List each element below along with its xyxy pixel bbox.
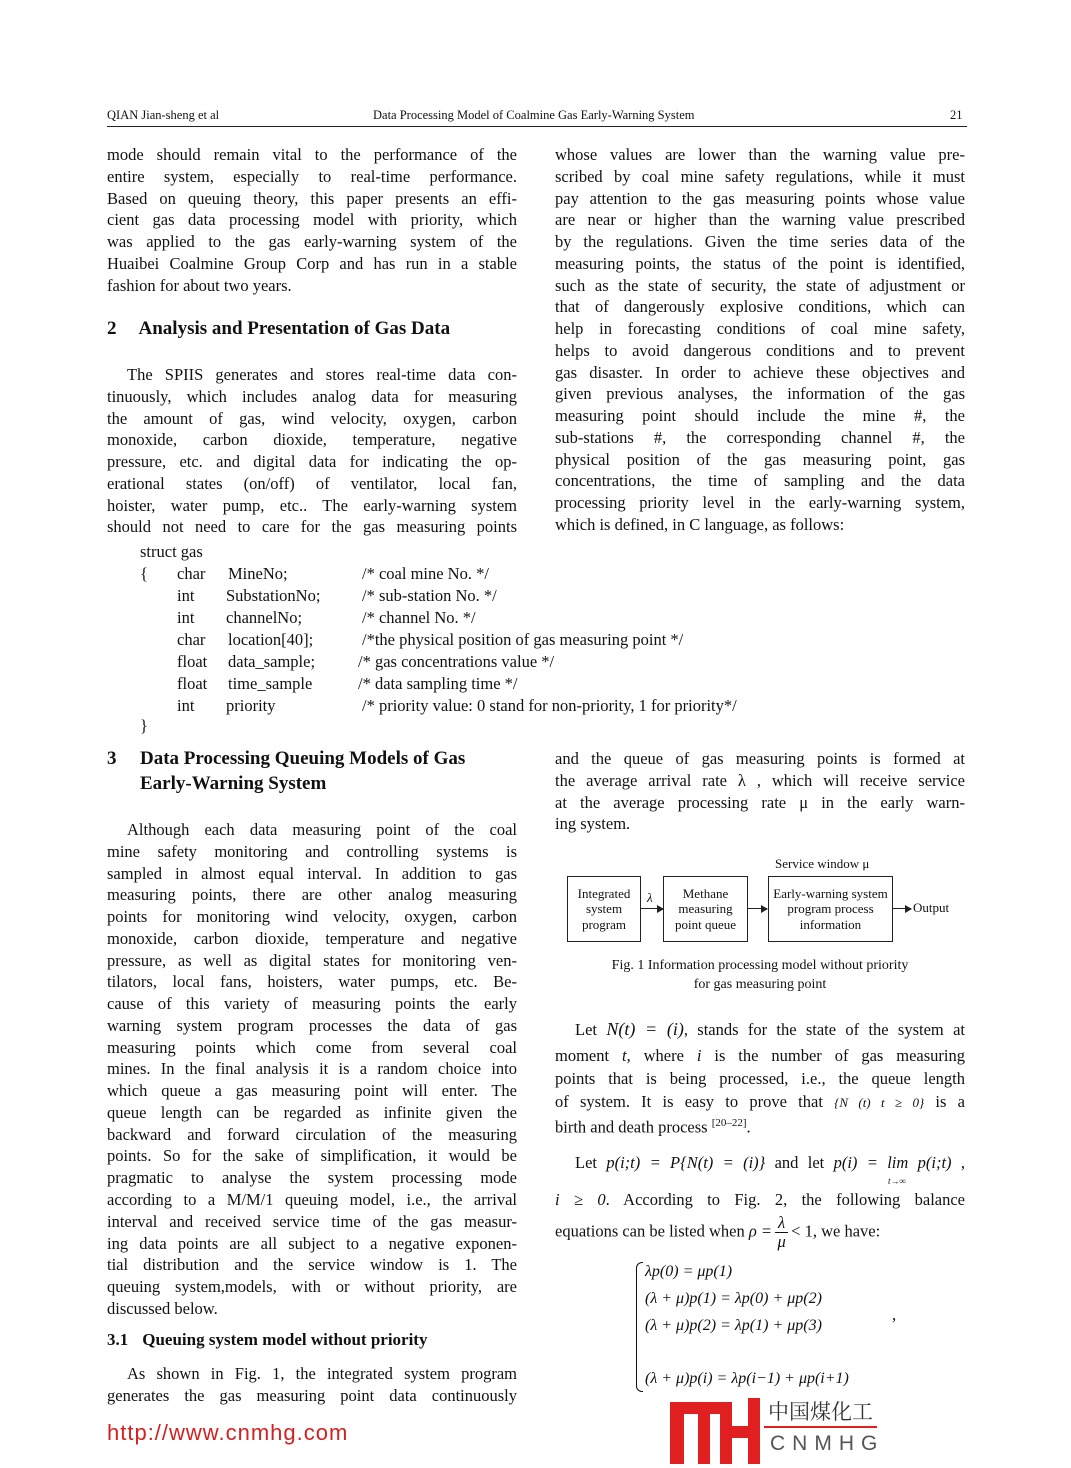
paragraph-measuring-variety [107, 819, 517, 1320]
logo-chinese-text: 中国煤化工 [764, 1398, 877, 1428]
box-methane-queue: Methane measuring point queue [663, 876, 748, 942]
limit-subscript: t→∞ [888, 1176, 906, 1186]
arrow-icon [892, 908, 911, 909]
text-line: hoister, water pump, etc.. The early-warning system [107, 495, 517, 515]
paragraph-gas-data [107, 364, 517, 538]
box-early-warning-program: Early-warning system program process information [768, 876, 893, 942]
text-line: Huaibei Coalmine Group Corp and has run in a stable [107, 253, 517, 273]
text-line: which is defined, in C language, as follows: [555, 515, 845, 535]
url-watermark: http://www.cnmhg.com [107, 1420, 349, 1445]
service-window-label: Service window μ [775, 856, 870, 871]
text-line: points for monitoring wind velocity, oxygen, carbon [107, 907, 517, 927]
text-line: and the queue of gas measuring points is formed at [555, 749, 965, 768]
math-expr: p(i;t) = P{N(t) = (i)} [606, 1153, 766, 1172]
logo-english-text: CNMHG [770, 1432, 885, 1455]
text-line: that of dangerously explosive conditions, which can [555, 297, 965, 317]
text-line: ing system. [555, 814, 631, 834]
text-line: measuring points which come from several coal [107, 1037, 517, 1057]
section-title-line1: Data Processing Queuing Models of Gas [140, 748, 466, 769]
math-line [555, 1091, 965, 1114]
fraction [775, 1214, 788, 1251]
left-brace [636, 1262, 643, 1392]
running-head-title: Data Processing Model of Coalmine Gas Early-Warning System [373, 108, 695, 122]
code-brace-close: } [140, 716, 148, 735]
running-head-authors: QIAN Jian-sheng et al [107, 108, 220, 122]
math-line [555, 1117, 751, 1138]
code-field-comment: /*the physical position of gas measuring point */ [362, 630, 684, 649]
code-field-name: priority [226, 696, 276, 715]
balance-equation: (λ + μ)p(i) = λp(i−1) + μp(i+1) [645, 1370, 849, 1387]
lambda-label: λ [647, 890, 653, 905]
code-field-comment: /* priority value: 0 stand for non-priority, 1 for priority*/ [362, 696, 737, 715]
arrow-icon [640, 908, 663, 909]
mh-logo-icon [668, 1396, 763, 1466]
text-line: physical position of the gas measuring point, gas [555, 449, 965, 469]
text-line: the average arrival rate λ , which will receive service [555, 770, 965, 790]
math-expr: {N (t) t ≥ 0} [834, 1095, 925, 1110]
text: . [746, 1117, 751, 1137]
text: < 1 [791, 1221, 813, 1241]
text-line: sampled in almost equal interval. In addition to gas [107, 863, 517, 883]
section-title: Queuing system model without priority [142, 1330, 428, 1349]
text-line: such as the state of security, the state of adjustment or [555, 275, 965, 295]
equation-comma: , [892, 1305, 897, 1324]
text-line: ing data points are all subject to a negative exponen- [107, 1233, 517, 1253]
text-line: mine safety monitoring and controlling systems is [107, 841, 517, 861]
code-field-comment: /* channel No. */ [362, 608, 476, 627]
text-line: pressure, as well as digital states for monitoring ven- [107, 950, 517, 970]
text-line: measuring points, the status of the point is identified, [555, 253, 965, 273]
text-line: measuring point should include the mine #, the [555, 406, 965, 426]
text: Let [575, 1153, 607, 1172]
text-line: interval and received service time of the gas measur- [107, 1211, 517, 1231]
math-line [555, 1189, 965, 1211]
math-expr: i ≥ 0 [555, 1190, 606, 1209]
text: moment [555, 1046, 622, 1065]
text-line: backward and forward circulation of the measuring [107, 1124, 517, 1144]
math-line [555, 1045, 965, 1067]
header-rule [107, 126, 967, 127]
box-integrated-system-program: Integrated system program [567, 876, 641, 942]
text-line: according to a M/M/1 queuing model, i.e., the arrival [107, 1190, 517, 1210]
text-line: mode should remain vital to the performance of the [107, 145, 517, 164]
text: , [951, 1153, 965, 1172]
text-line: the amount of gas, wind velocity, oxygen, carbon [107, 408, 517, 428]
figure-1-caption-line1: Fig. 1 Information processing model without priority [611, 958, 909, 973]
text-line: monoxide, carbon dioxide, temperature, negative [107, 430, 517, 450]
code-field-name: time_sample [228, 674, 313, 693]
text-line: erational states (on/off) of ventilator, local fan, [107, 473, 517, 493]
balance-equation: (λ + μ)p(2) = λp(1) + μp(3) [645, 1317, 822, 1334]
paragraph-arrival-rate [555, 748, 965, 835]
text-line: sub-stations #, the corresponding channel #, the [555, 427, 965, 447]
math-expr: ρ = [748, 1221, 773, 1241]
cnmhg-logo [668, 1396, 885, 1466]
text-line: tilators, local fans, hoisters, water pumps, etc. Be- [107, 972, 517, 992]
page-number: 21 [950, 108, 963, 122]
figure-1-caption-line2: for gas measuring point [693, 977, 827, 992]
text-line: tinuously, which includes analog data for measuring [107, 386, 517, 406]
text-line: generates the gas measuring point data continuously [107, 1385, 517, 1405]
text-line: whose values are lower than the warning value pre- [555, 145, 965, 164]
arrow-icon [747, 908, 767, 909]
text-line: given previous analyses, the information of the gas [555, 384, 965, 404]
code-field-type: char [177, 630, 206, 649]
text-line: cause of this variety of measuring points the early [107, 994, 517, 1014]
code-brace-open: { [140, 564, 148, 583]
code-field-name: data_sample; [228, 652, 316, 671]
code-field-type: char [177, 564, 206, 583]
section-3-heading-line2: Early-Warning System [140, 773, 327, 794]
code-field-name: SubstationNo; [226, 586, 321, 605]
text: , stands for the state of the system at [683, 1020, 965, 1039]
text: and let [765, 1153, 834, 1172]
text-line: queuing system,models, with or without priority, are [107, 1277, 517, 1297]
text-line: tial distribution and the service window is 1. The [107, 1255, 517, 1275]
code-struct-decl: struct gas [140, 542, 203, 561]
text-line: fashion for about two years. [107, 275, 292, 295]
paragraph-fig1-intro [107, 1363, 517, 1407]
text-line: monoxide, carbon dioxide, temperature and negative [107, 928, 517, 948]
code-field-type: float [177, 674, 208, 693]
text-line: queue length can be regarded as infinite given the [107, 1102, 517, 1122]
text-line: pay attention to the gas measuring points whose value [555, 188, 965, 208]
paragraph-intro-end [107, 144, 517, 296]
math-var: t [622, 1046, 627, 1065]
code-field-name: location[40]; [228, 630, 314, 649]
text-line: measuring points, there are other analog measuring [107, 885, 517, 905]
section-3-1-heading [107, 1330, 427, 1350]
section-3-heading [107, 748, 466, 770]
text: birth and death process [555, 1117, 712, 1137]
section-number: 2 [107, 318, 117, 339]
section-title: Analysis and Presentation of Gas Data [138, 318, 451, 339]
balance-equation: λp(0) = μp(1) [645, 1263, 733, 1280]
text-line: which queue a gas measuring point will enter. The [107, 1081, 517, 1101]
text-line: scribed by coal mine safety regulations, while it must [555, 166, 965, 186]
text-line: pragmatic to analyse the system processing mode [107, 1168, 517, 1188]
math-var: i [696, 1046, 702, 1065]
text: is the number of gas measuring [701, 1046, 966, 1065]
text-line: discussed below. [107, 1298, 218, 1318]
code-field-name: channelNo; [226, 608, 303, 627]
text: , where [626, 1046, 697, 1065]
text-line: are near or higher than the warning value prescribed [555, 210, 965, 230]
paragraph-measuring-points [555, 144, 965, 536]
balance-equation: (λ + μ)p(1) = λp(0) + μp(2) [645, 1290, 822, 1307]
text-line: entire system, especially to real-time performance. [107, 166, 517, 186]
section-2-heading [107, 318, 450, 340]
fraction-numerator: λ [775, 1214, 788, 1233]
output-label: Output [913, 900, 950, 915]
text-line: warning system program processes the data of gas [107, 1015, 517, 1035]
code-field-comment: /* gas concentrations value */ [358, 652, 555, 671]
code-field-type: float [177, 652, 208, 671]
code-field-type: int [177, 586, 195, 605]
text: , we have: [812, 1221, 881, 1241]
text: . According to Fig. 2, the following balance [605, 1190, 966, 1209]
text-line: points. So for the sake of simplification, it would be [107, 1146, 517, 1166]
code-field-comment: /* data sampling time */ [358, 674, 518, 693]
math-line [555, 1152, 965, 1174]
text-line: cient gas data processing model with priority, which [107, 210, 517, 230]
math-line [555, 1214, 880, 1251]
section-number: 3.1 [107, 1330, 129, 1349]
math-expr: p(i) = lim p(i;t) [833, 1153, 952, 1172]
code-field-type: int [177, 696, 195, 715]
text-line: helps to avoid dangerous conditions and to prevent [555, 340, 965, 360]
code-field-name: MineNo; [228, 564, 288, 583]
text-line: Based on queuing theory, this paper presents an effi- [107, 188, 517, 208]
text-line: should not need to care for the gas measuring points [107, 517, 517, 537]
text-line: processing priority level in the early-warning system, [555, 493, 965, 513]
math-expr: N(t) = (i) [606, 1019, 684, 1039]
text: equations can be listed when [555, 1221, 749, 1241]
text-line: gas disaster. In order to achieve these objectives and [555, 362, 965, 382]
text-line: As shown in Fig. 1, the integrated system program [127, 1364, 517, 1383]
text-line: concentrations, the time of sampling and the data [555, 471, 965, 491]
text: Let [575, 1020, 607, 1039]
text-line: help in forecasting conditions of coal mine safety, [555, 319, 965, 339]
math-line: points that is being processed, i.e., the queue length [555, 1069, 965, 1088]
code-field-type: int [177, 608, 195, 627]
text-line: mines. In the final analysis it is a random choice into [107, 1059, 517, 1079]
section-number: 3 [107, 748, 117, 769]
text: of system. It is easy to prove that [555, 1092, 835, 1111]
text: is a [924, 1092, 965, 1111]
fraction-denominator: μ [777, 1232, 786, 1251]
text-line: was applied to the gas early-warning system of the [107, 232, 517, 252]
text-line: at the average processing rate μ in the early warn- [555, 792, 965, 812]
citation[interactable]: [20–22] [711, 1117, 747, 1129]
code-field-comment: /* sub-station No. */ [362, 586, 497, 605]
text-line: pressure, etc. and digital data for indicating the op- [107, 452, 517, 472]
text-line: The SPIIS generates and stores real-time data con- [127, 365, 517, 384]
text-line: by the regulations. Given the time series data of the [555, 232, 965, 252]
code-field-comment: /* coal mine No. */ [362, 564, 489, 583]
text-line: Although each data measuring point of the coal [127, 820, 517, 839]
math-line [555, 1018, 965, 1041]
